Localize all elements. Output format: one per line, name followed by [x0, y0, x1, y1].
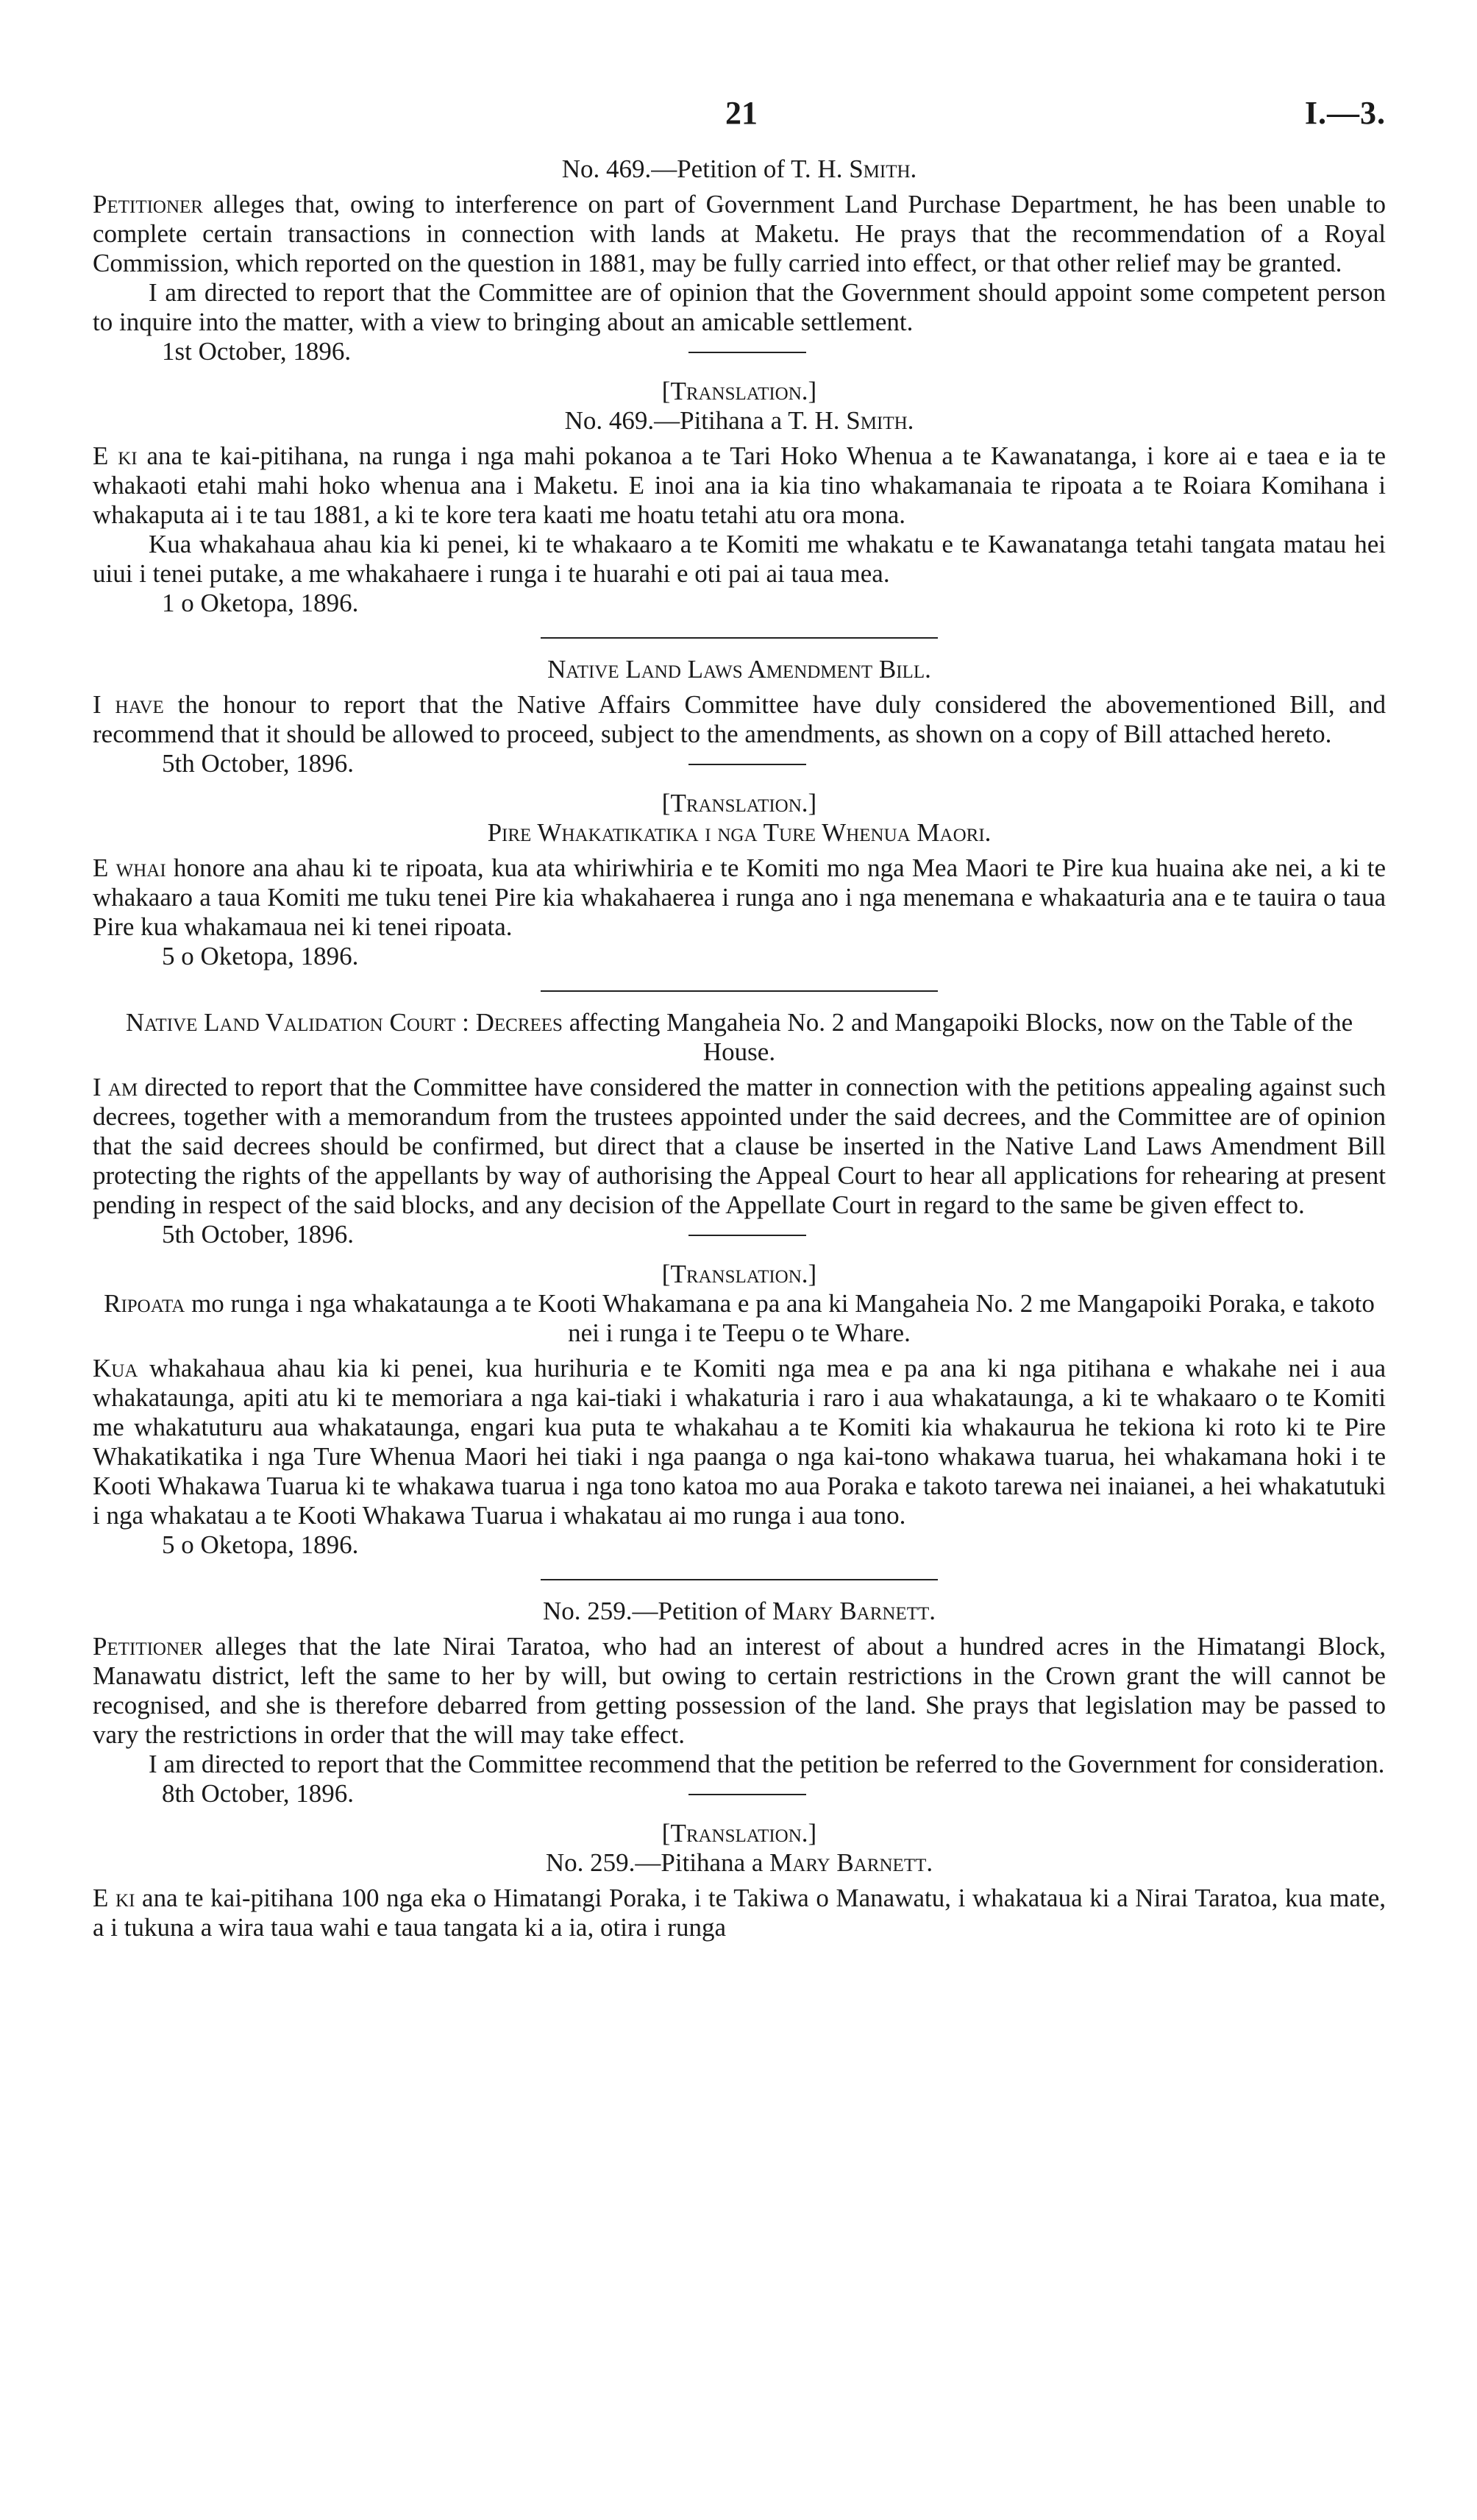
report-paragraph: Kua whakahaua ahau kia ki penei, kua hurihuria e te Komiti nga mea e pa ana ki nga pitihana e whakahe nei i aua whakataunga, apiti atu ki te memoriara a nga kai-tiaki i whakaturia i raro i aua whakataunga, a ki te whakaaro o te Komiti me whakatuturu aua whakataunga, engari kua puta te whakahau a te Komiti kia whakaurua he tekiona ki roto ki te Pire Whakatikatika i nga Ture Whenua Maori hei tiaki i nga paanga o nga kai-tono whakawa tuarua, hei whakamana hoki i te Kooti Whakawa Tuarua ki te whakawa tuarua i nga tono katoa mo aua Poraka e takoto tarewa nei inaianei, a hei whakatutuki i nga whakatau a te Kooti Whakawa Tuarua i whakatau ai mo runga i aua tono.: [93, 1354, 1386, 1530]
short-rule: [688, 1235, 806, 1236]
date-line: 5th October, 1896.: [93, 749, 1386, 778]
section-divider: [541, 637, 938, 639]
section-heading: No. 469.—Pitihana a T. H. Smith.: [564, 406, 914, 435]
section-petition-259: [93, 1597, 1386, 1809]
short-rule: [688, 352, 806, 353]
petition-paragraph: Petitioner alleges that the late Nirai Taratoa, who had an interest of about a hundred acres in the Himatangi Block, Manawatu district, left the same to her by will, but owing to certain restrictions in the Crown grant the will cannot be recognised, and she is therefore debarred from getting possession of the land. She prays that legislation may be passed to vary the restrictions in order that the will may take effect.: [93, 1632, 1386, 1749]
petition-paragraph: Petitioner alleges that, owing to interference on part of Government Land Purchase Department, he has been unable to complete certain transactions in connection with lands at Maketu. He prays that the recommendation of a Royal Commission, which reported on the question in 1881, may be fully carried into effect, or that other relief may be granted.: [93, 190, 1386, 277]
report-paragraph: Kua whakahaua ahau kia ki penei, ki te whakaaro a te Komiti me whakatu e te Kawanatanga tetahi tangata matau hei uiui i tenei putake, a me whakahaere i runga i te huarahi e oti pai ai taua mea.: [93, 530, 1386, 588]
section-divider: [541, 990, 938, 992]
section-heading: Native Land Laws Amendment Bill.: [547, 655, 931, 684]
section-petition-469-translation: [93, 377, 1386, 618]
report-paragraph: I am directed to report that the Committee are of opinion that the Government should appoint some competent person to inquire into the matter, with a view to bringing about an amicable settlement.: [93, 278, 1386, 336]
date-line: 5 o Oketopa, 1896.: [162, 1530, 359, 1559]
section-petition-259-translation: [93, 1819, 1386, 1942]
section-heading: Ripoata mo runga i nga whakataunga a te Kooti Whakamana e pa ana ki Mangaheia No. 2 me Mangapoiki Poraka, e takoto nei i runga i te Teepu o te Whare.: [104, 1289, 1375, 1347]
section-heading: No. 259.—Pitihana a Mary Barnett.: [545, 1848, 933, 1877]
section-validation-court: [93, 1008, 1386, 1249]
section-land-laws-bill: [93, 655, 1386, 778]
section-heading: Native Land Validation Court : Decrees affecting Mangaheia No. 2 and Mangapoiki Blocks, now on the Table of the House.: [125, 1008, 1353, 1066]
date-line: 5th October, 1896.: [93, 1220, 1386, 1249]
petition-paragraph: E ki ana te kai-pitihana, na runga i nga mahi pokanoa a te Tari Hoko Whenua a te Kawanatanga, i kore ai e taea e ia te whakaoti etahi mahi hoko whenua ana i Maketu. E inoi ana ia kia tino whakamanaia te ripoata a te Roiara Komihana i whakaputa ai i te tau 1881, a ki te kore tera kaati me hoatu tetahi atu ora mona.: [93, 441, 1387, 529]
short-rule: [688, 764, 806, 765]
page-header: [93, 87, 1386, 155]
section-divider: [541, 1579, 938, 1580]
translation-label: [Translation.]: [661, 1260, 817, 1288]
paper-reference: I.—3.: [1304, 95, 1386, 131]
section-validation-court-translation: [93, 1260, 1386, 1560]
date-line: 1 o Oketopa, 1896.: [162, 589, 359, 617]
section-heading: Pire Whakatikatika i nga Ture Whenua Maori.: [487, 818, 992, 847]
report-paragraph: I have the honour to report that the Native Affairs Committee have duly considered the abovementioned Bill, and recommend that it should be allowed to proceed, subject to the amendments, as shown on a copy of Bill attached hereto.: [93, 690, 1386, 748]
page-number: 21: [725, 95, 758, 131]
report-paragraph: I am directed to report that the Committee have considered the matter in connection with the petitions appealing against such decrees, together with a memorandum from the trustees appointed under the said decrees, and the Committee are of opinion that the said decrees should be confirmed, but direct that a clause be inserted in the Native Land Laws Amendment Bill protecting the rights of the appellants by way of authorising the Appeal Court to hear all applications for rehearing at present pending in respect of the said blocks, and any decision of the Appellate Court in regard to the same be given effect to.: [93, 1073, 1386, 1219]
section-land-laws-bill-translation: [93, 789, 1386, 971]
date-line: 5 o Oketopa, 1896.: [162, 942, 359, 970]
translation-label: [Translation.]: [661, 377, 817, 405]
date-line: 8th October, 1896.: [93, 1779, 1386, 1809]
date-line: 1st October, 1896.: [93, 337, 1386, 366]
petition-paragraph: E ki ana te kai-pitihana 100 nga eka o Himatangi Poraka, i te Takiwa o Manawatu, i whakataua ki a Nirai Taratoa, kua mate, a i tukuna a wira taua wahi e taua tangata ki a ia, otira i runga: [93, 1884, 1386, 1942]
translation-label: [Translation.]: [661, 1819, 817, 1848]
translation-label: [Translation.]: [661, 789, 817, 817]
section-heading: No. 469.—Petition of T. H. Smith.: [561, 155, 917, 183]
section-petition-469: [93, 155, 1386, 366]
short-rule: [688, 1794, 806, 1795]
section-heading: No. 259.—Petition of Mary Barnett.: [542, 1597, 936, 1625]
document-page: [93, 87, 1386, 1942]
report-paragraph: I am directed to report that the Committee recommend that the petition be referred to the Government for consideration.: [149, 1750, 1385, 1778]
report-paragraph: E whai honore ana ahau ki te ripoata, kua ata whiriwhiria e te Komiti mo nga Mea Maori te Pire kua huaina ake nei, a ki te whakaaro a taua Komiti me tuku tenei Pire kia whakahaerea i runga ano i nga menemana e whakaaturia ana e te tauira o taua Pire kua whakamaua nei ki tenei ripoata.: [93, 853, 1386, 941]
